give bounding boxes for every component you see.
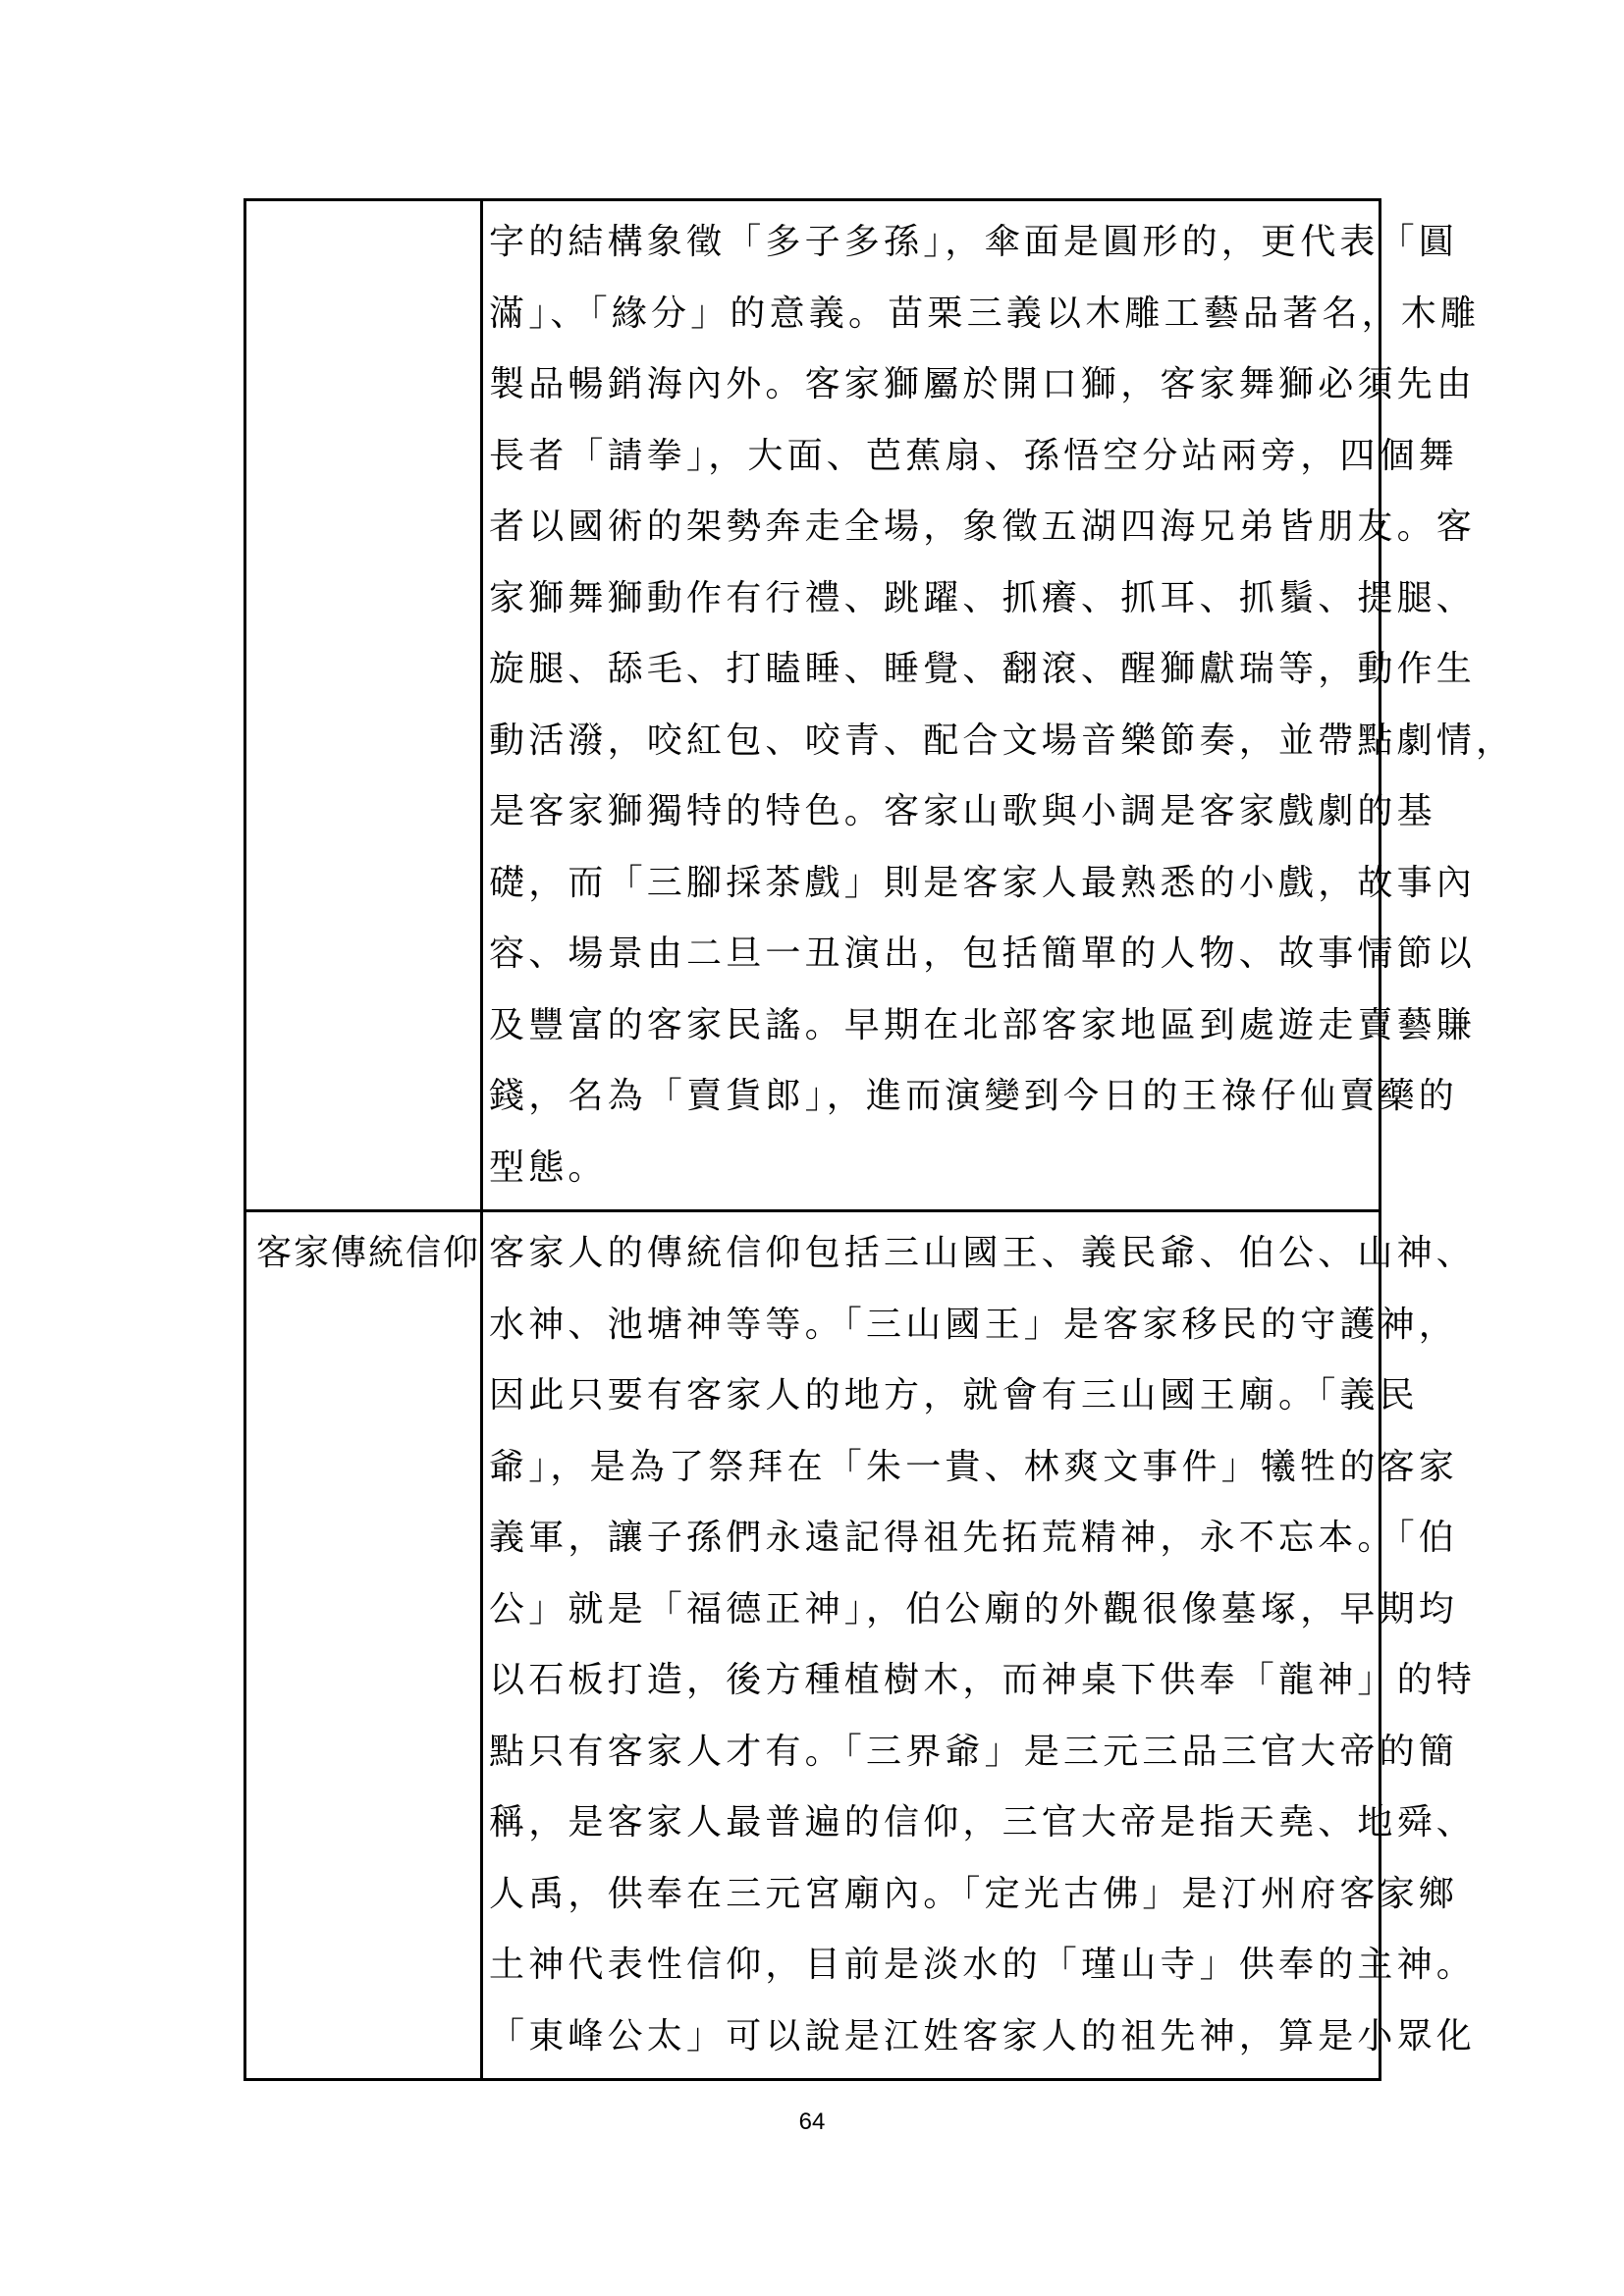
text-line: 長者「請拳」，大面、芭蕉扇、孫悟空分站兩旁，四個舞 — [489, 435, 1459, 476]
text-line: 字的結構象徵「多子多孫」，傘面是圓形的，更代表「圓 — [489, 222, 1459, 262]
text-line: 土神代表性信仰，目前是淡水的「瑾山寺」供奉的主神。 — [489, 1945, 1477, 1985]
text-line: 型態。 — [489, 1147, 608, 1188]
text-line: 者以國術的架勢奔走全場，象徵五湖四海兄弟皆朋友。客 — [489, 507, 1477, 547]
text-line: 及豐富的客家民謠。早期在北部客家地區到處遊走賣藝賺 — [489, 1004, 1477, 1045]
text-line: 以石板打造，後方種植樹木，而神桌下供奉「龍神」的特 — [489, 1660, 1477, 1700]
row-label — [246, 201, 480, 213]
text-line: 滿」、「緣分」的意義。苗栗三義以木雕工藝品著名，木雕 — [489, 293, 1481, 334]
text-line: 人禹，供奉在三元宮廟內。「定光古佛」是汀州府客家鄉 — [489, 1873, 1459, 1914]
text-line: 稱，是客家人最普遍的信仰，三官大帝是指天堯、地舜、 — [489, 1802, 1477, 1842]
text-line: 是客家獅獨特的特色。客家山歌與小調是客家戲劇的基 — [489, 791, 1436, 831]
text-line: 錢，名為「賣貨郎」，進而演變到今日的王祿仔仙賣藥的 — [489, 1076, 1459, 1116]
row-body-text — [483, 1212, 1477, 2078]
row-label-cell — [245, 1211, 482, 2080]
table-row — [245, 1211, 1380, 2080]
text-line: 「東峰公太」可以說是江姓客家人的祖先神，算是小眾化 — [489, 2015, 1477, 2056]
row-body-text — [483, 201, 1516, 1209]
row-body-cell — [482, 1211, 1477, 2080]
text-line: 礎，而「三腳採茶戲」則是客家人最熟悉的小戲，故事內 — [489, 862, 1477, 903]
text-line: 容、場景由二旦一丑演出，包括簡單的人物、故事情節以 — [489, 934, 1477, 974]
text-line: 義軍，讓子孫們永遠記得祖先拓荒精神，永不忘本。「伯 — [489, 1518, 1459, 1558]
text-line: 動活潑，咬紅包、咬青、配合文場音樂節奏，並帶點劇情， — [489, 720, 1516, 761]
row-label-cell — [245, 200, 482, 1211]
table-row — [245, 200, 1380, 1211]
text-line: 製品暢銷海內外。客家獅屬於開口獅，客家舞獅必須先由 — [489, 364, 1477, 404]
text-line: 旋腿、舔毛、打瞌睡、睡覺、翻滾、醒獅獻瑞等，動作生 — [489, 649, 1477, 689]
text-line: 家獅舞獅動作有行禮、跳躍、抓癢、抓耳、抓鬚、提腿、 — [489, 577, 1477, 618]
text-line: 點只有客家人才有。「三界爺」是三元三品三官大帝的簡 — [489, 1731, 1459, 1772]
text-line: 因此只要有客家人的地方，就會有三山國王廟。「義民 — [489, 1375, 1419, 1415]
row-body-cell — [482, 200, 1516, 1211]
text-line: 公」就是「福德正神」，伯公廟的外觀很像墓塚，早期均 — [489, 1588, 1459, 1629]
text-line: 水神、池塘神等等。「三山國王」是客家移民的守護神， — [489, 1304, 1459, 1345]
page-number: 64 — [798, 2109, 826, 2135]
text-line: 客家人的傳統信仰包括三山國王、義民爺、伯公、山神、 — [489, 1233, 1477, 1273]
content-table — [244, 198, 1516, 2081]
row-label: 客家傳統信仰 — [256, 1233, 481, 1273]
text-line: 爺」，是為了祭拜在「朱一貴、林爽文事件」犧牲的客家 — [489, 1446, 1459, 1487]
